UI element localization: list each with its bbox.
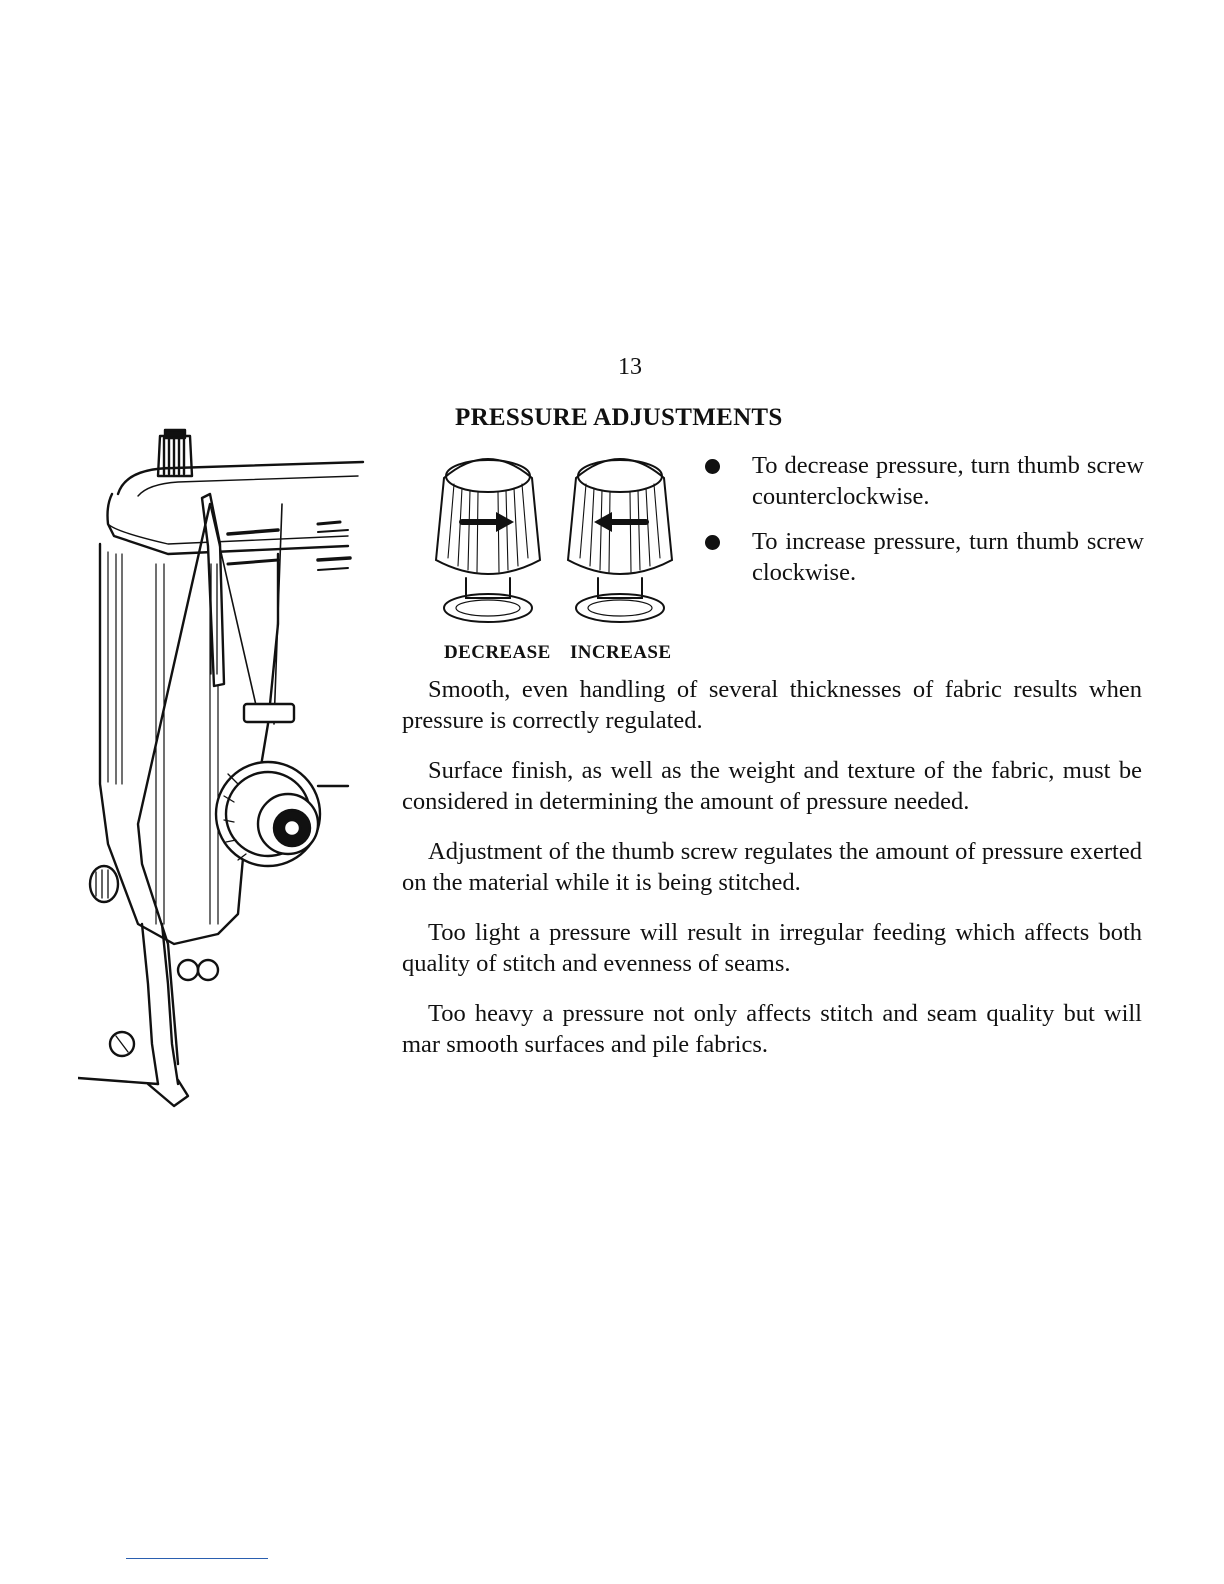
side-thread-guide-knob-icon [90, 866, 118, 902]
instruction-list [702, 450, 1144, 602]
decrease-knob-icon [432, 448, 544, 630]
bullet-icon [705, 535, 720, 550]
increase-label: INCREASE [570, 642, 672, 663]
paragraph: Too light a pressure will result in irregular feeding which affects both quality of stitch and evenness of seams. [402, 919, 1142, 977]
footnote-rule [126, 1558, 268, 1559]
instruction-decrease [702, 450, 1144, 512]
sewing-machine-head-icon [78, 424, 368, 1114]
instruction-text: To decrease pressure, turn thumb screw counterclockwise. [752, 452, 1144, 510]
paragraph: Too heavy a pressure not only affects stitch and seam quality but will mar smooth surfaces and pile fabrics. [402, 1000, 1142, 1058]
bullet-icon [705, 459, 720, 474]
page-number: 13 [618, 354, 642, 380]
instruction-text: To increase pressure, turn thumb screw clockwise. [752, 528, 1144, 586]
tension-dial-icon [216, 704, 348, 866]
paragraph: Smooth, even handling of several thicknesses of fabric results when pressure is correctly regulated. [402, 676, 1142, 734]
instruction-increase [702, 526, 1144, 588]
body-text [402, 674, 1142, 1079]
paragraph: Adjustment of the thumb screw regulates the amount of pressure exerted on the material while it is being stitched. [402, 838, 1142, 896]
increase-knob-icon [564, 448, 676, 630]
paragraph: Surface finish, as well as the weight and texture of the fabric, must be considered in determining the amount of pressure needed. [402, 757, 1142, 815]
page-title: PRESSURE ADJUSTMENTS [455, 404, 783, 431]
decrease-label: DECREASE [444, 642, 551, 663]
